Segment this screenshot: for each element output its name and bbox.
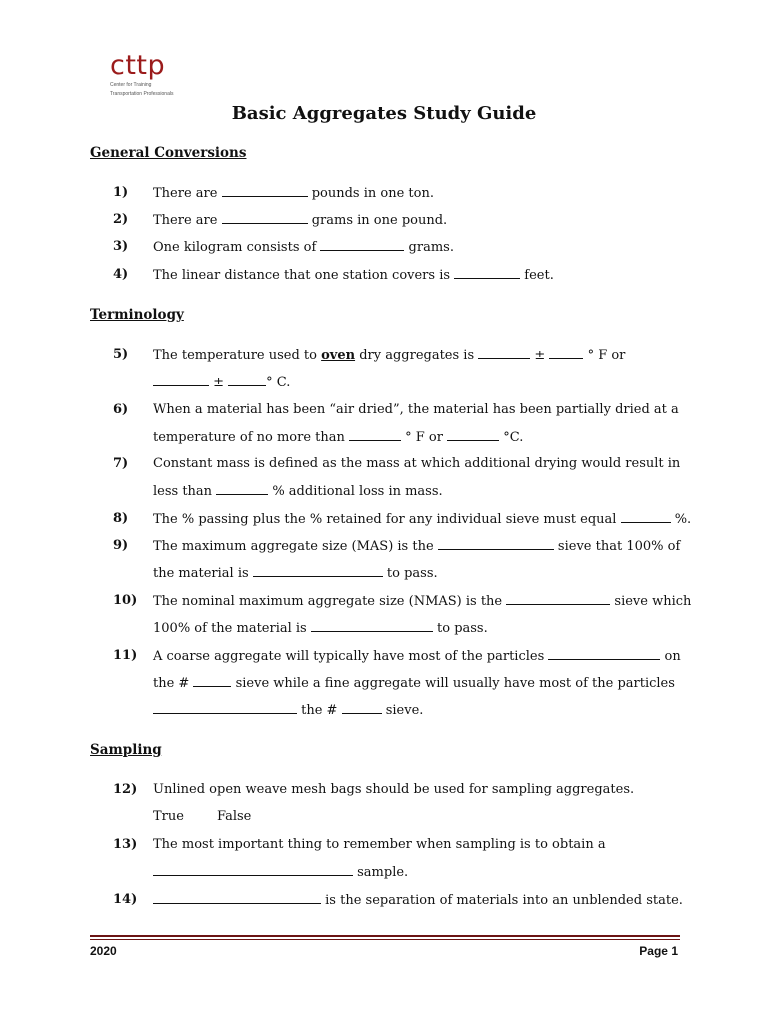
logo-tagline-1: Center for Training [110, 82, 152, 88]
footer-year: 2020 [90, 944, 117, 958]
question-12: Unlined open weave mesh bags should be used for sampling aggregates. [153, 782, 635, 797]
question-6: When a material has been “air dried”, the material has been partially dried at a [153, 402, 679, 417]
answer-blank[interactable] [253, 565, 383, 577]
question-number: 12) [113, 782, 138, 797]
question-10-line-2: 100% of the material is to pass. [153, 621, 488, 636]
question-3: One kilogram consists of grams. [153, 240, 454, 255]
question-9-line-2: the material is to pass. [153, 566, 438, 581]
question-13: The most important thing to remember when sampling is to obtain a [153, 837, 606, 852]
section-sampling: Sampling [90, 742, 162, 758]
question-number: 7) [113, 456, 129, 471]
question-7: Constant mass is defined as the mass at which additional drying would result in [153, 456, 681, 471]
question-10: The nominal maximum aggregate size (NMAS) is the sieve which [153, 594, 692, 609]
question-number: 1) [113, 185, 129, 200]
answer-blank[interactable] [454, 267, 520, 279]
question-7-line-2: less than % additional loss in mass. [153, 484, 443, 499]
question-number: 5) [113, 347, 129, 362]
question-11-line-3: the # sieve. [153, 702, 423, 718]
cttp-logo [110, 52, 173, 97]
question-8: The % passing plus the % retained for any individual sieve must equal %. [153, 512, 692, 527]
question-number: 10) [113, 593, 138, 608]
question-5: The temperature used to oven dry aggregates is ± ° F or [153, 348, 626, 363]
answer-blank[interactable] [621, 511, 671, 523]
question-9: The maximum aggregate size (MAS) is the sieve that 100% of [153, 539, 681, 554]
answer-blank[interactable] [311, 620, 433, 632]
question-11: A coarse aggregate will typically have most of the particles on [153, 649, 681, 664]
answer-blank[interactable] [222, 185, 308, 197]
answer-blank[interactable] [342, 702, 382, 714]
question-13-line-2: sample. [153, 864, 408, 880]
answer-blank[interactable] [153, 374, 209, 386]
answer-blank[interactable] [548, 648, 660, 660]
section-terminology: Terminology [90, 307, 184, 323]
question-6-line-2: temperature of no more than ° F or °C. [153, 430, 524, 445]
page-title: Basic Aggregates Study Guide [231, 103, 537, 124]
answer-blank[interactable] [216, 483, 268, 495]
question-number: 2) [113, 212, 129, 227]
question-number: 6) [113, 402, 129, 417]
answer-blank[interactable] [506, 593, 610, 605]
question-number: 3) [113, 239, 129, 254]
option-false[interactable]: False [216, 809, 252, 824]
question-5-line-2: ± ° C. [153, 374, 290, 390]
logo-word: cttp [110, 50, 166, 81]
question-14: is the separation of materials into an unblended state. [153, 892, 683, 908]
answer-blank[interactable] [349, 429, 401, 441]
answer-blank[interactable] [153, 702, 297, 714]
question-number: 13) [113, 837, 138, 852]
answer-blank[interactable] [549, 347, 583, 359]
section-general-conversions: General Conversions [90, 145, 247, 161]
question-number: 11) [113, 648, 138, 663]
logo-tagline-2: Transportation Professionals [110, 91, 174, 97]
answer-blank[interactable] [222, 212, 308, 224]
answer-blank[interactable] [447, 429, 499, 441]
question-12-options [153, 809, 251, 824]
question-4: The linear distance that one station covers is feet. [153, 268, 554, 283]
question-number: 8) [113, 511, 129, 526]
question-11-line-2: the # sieve while a fine aggregate will usually have most of the particles [153, 676, 675, 691]
question-number: 9) [113, 538, 129, 553]
question-number: 14) [113, 892, 138, 907]
footer-divider [90, 935, 680, 937]
footer-page-number: Page 1 [639, 944, 678, 958]
answer-blank[interactable] [320, 239, 404, 251]
answer-blank[interactable] [438, 538, 554, 550]
question-number: 4) [113, 267, 129, 282]
question-2: There are grams in one pound. [153, 213, 448, 228]
footer-divider-thin [90, 939, 680, 940]
answer-blank[interactable] [228, 374, 266, 386]
question-1: There are pounds in one ton. [153, 186, 434, 201]
answer-blank[interactable] [478, 347, 530, 359]
answer-blank[interactable] [153, 892, 321, 904]
option-true[interactable]: True [153, 809, 184, 824]
answer-blank[interactable] [193, 675, 231, 687]
answer-blank[interactable] [153, 864, 353, 876]
